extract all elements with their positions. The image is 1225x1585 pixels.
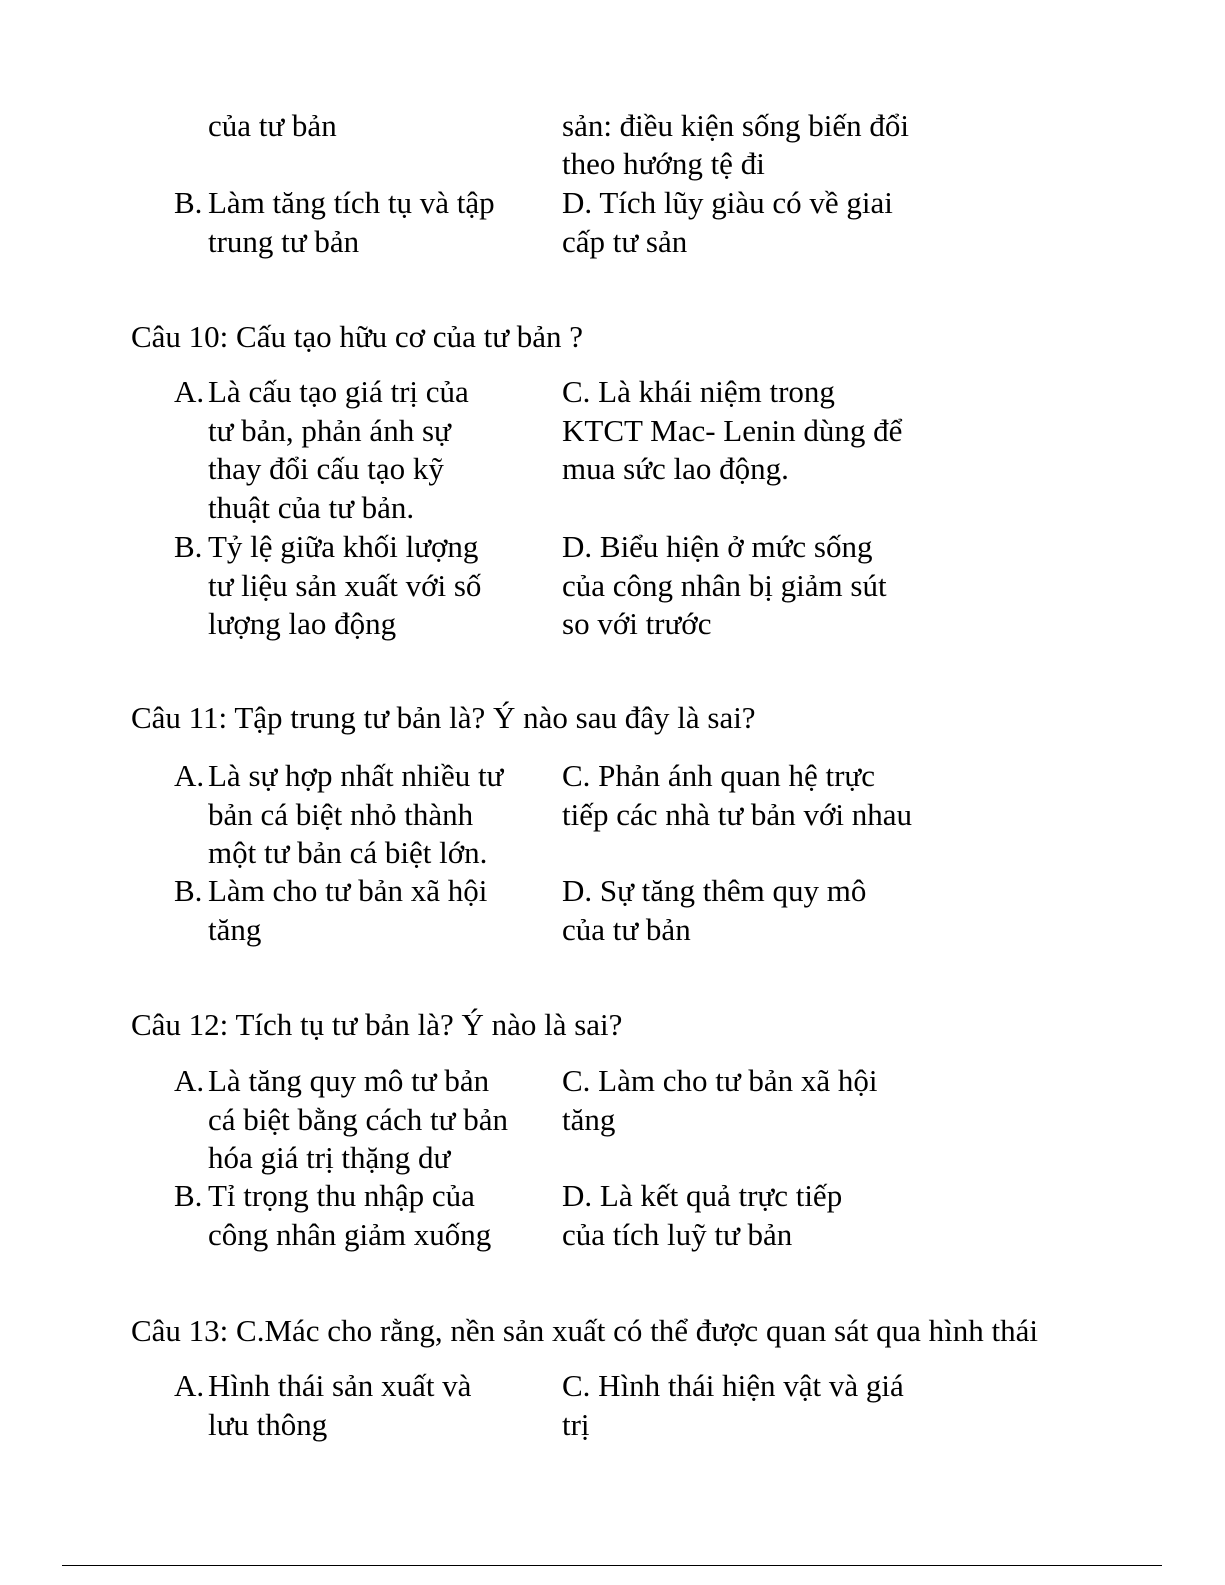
question-11-option-a	[174, 757, 554, 873]
option-a-line-4: thuật của tư bản.	[208, 489, 415, 525]
option-c-line-1: C. Hình thái hiện vật và giá	[562, 1368, 904, 1403]
option-letter: A.	[174, 758, 205, 793]
option-a-line-2: cá biệt bằng cách tư bản	[208, 1101, 508, 1137]
option-d-line-3: so với trước	[562, 606, 712, 641]
option-b-line-1: Tỉ trọng thu nhập của	[208, 1178, 475, 1213]
option-letter: A.	[174, 1063, 205, 1098]
option-a-line-3: thay đổi cấu tạo kỹ	[208, 451, 444, 486]
question-11-option-c	[562, 757, 962, 834]
question-11-title: Câu 11: Tập trung tư bản là? Ý nào sau đây là sai?	[131, 700, 756, 735]
option-b-line-2: tư liệu sản xuất với số	[208, 567, 482, 603]
question-11-option-d	[562, 872, 962, 949]
question-12-option-b	[174, 1177, 554, 1254]
option-letter: A.	[174, 374, 205, 409]
option-a-line-3: hóa giá trị thặng dư	[208, 1140, 451, 1175]
option-d-line-2: của tư bản	[562, 911, 691, 947]
question-10-option-a	[174, 373, 554, 527]
option-b-line-2: tăng	[208, 911, 262, 947]
question-12-title: Câu 12: Tích tụ tư bản là? Ý nào là sai?	[131, 1007, 623, 1042]
question-10-title: Câu 10: Cấu tạo hữu cơ của tư bản ?	[131, 319, 584, 354]
question-12-option-d	[562, 1177, 962, 1254]
option-a-line-1: Là sự hợp nhất nhiều tư	[208, 758, 504, 793]
option-c-line-3: mua sức lao động.	[562, 451, 789, 486]
option-a-line-1: Là cấu tạo giá trị của	[208, 374, 469, 409]
option-letter: B.	[174, 873, 203, 908]
option-d-line-2: cấp tư sản	[562, 223, 688, 259]
option-letter: B.	[174, 529, 203, 564]
option-a-line-3: một tư bản cá biệt lớn.	[208, 835, 488, 870]
question-12-option-c	[562, 1062, 962, 1139]
option-d-line-2: của tích luỹ tư bản	[562, 1216, 793, 1252]
carryover-option-c-tail-1: sản: điều kiện sống biến đổi	[562, 108, 909, 143]
option-b-line-1: Tỷ lệ giữa khối lượng	[208, 529, 479, 564]
option-d-line-1: D. Tích lũy giàu có về giai	[562, 185, 893, 220]
option-d-line-1: D. Sự tăng thêm quy mô	[562, 873, 867, 908]
option-a-line-2: bản cá biệt nhỏ thành	[208, 796, 474, 832]
option-c-line-1: C. Là khái niệm trong	[562, 374, 835, 409]
option-c-line-2: KTCT Mac- Lenin dùng để	[562, 412, 903, 448]
question-10-option-b	[174, 528, 554, 644]
option-a-line-2: lưu thông	[208, 1406, 328, 1442]
option-c-line-1: C. Phản ánh quan hệ trực	[562, 758, 875, 793]
option-a-line-1: Hình thái sản xuất và	[208, 1368, 472, 1403]
carryover-option-b	[174, 184, 554, 261]
option-a-line-2: tư bản, phản ánh sự	[208, 412, 451, 448]
option-b-line-2: công nhân giảm xuống	[208, 1216, 492, 1252]
question-13-option-a	[174, 1367, 554, 1444]
carryover-option-c-tail-2: theo hướng tệ đi	[562, 146, 765, 181]
question-10-option-c	[562, 373, 962, 489]
option-c-line-2: tiếp các nhà tư bản với nhau	[562, 796, 912, 832]
option-a-line-1: Là tăng quy mô tư bản	[208, 1063, 490, 1098]
question-13-option-c	[562, 1367, 962, 1444]
option-letter: B.	[174, 185, 203, 220]
option-b-line-3: lượng lao động	[208, 606, 397, 641]
option-b-line-1: Làm tăng tích tụ và tập	[208, 185, 495, 220]
carryover-option-a-tail: của tư bản	[208, 108, 337, 143]
option-d-line-1: D. Là kết quả trực tiếp	[562, 1178, 843, 1213]
question-11-option-b	[174, 872, 554, 949]
option-letter: B.	[174, 1178, 203, 1213]
option-c-line-2: tăng	[562, 1101, 616, 1137]
option-b-line-2: trung tư bản	[208, 223, 360, 259]
option-c-line-2: trị	[562, 1406, 590, 1442]
option-d-line-1: D. Biểu hiện ở mức sống	[562, 529, 873, 564]
question-12-option-a	[174, 1062, 554, 1178]
question-10-option-d	[562, 528, 962, 644]
option-d-line-2: của công nhân bị giảm sút	[562, 567, 887, 603]
question-13-title: Câu 13: C.Mác cho rằng, nền sản xuất có thể được quan sát qua hình thái	[131, 1313, 1038, 1348]
option-c-line-1: C. Làm cho tư bản xã hội	[562, 1063, 878, 1098]
page-bottom-rule	[62, 1565, 1162, 1566]
option-letter: A.	[174, 1368, 205, 1403]
option-b-line-1: Làm cho tư bản xã hội	[208, 873, 488, 908]
carryover-option-d	[562, 184, 962, 261]
